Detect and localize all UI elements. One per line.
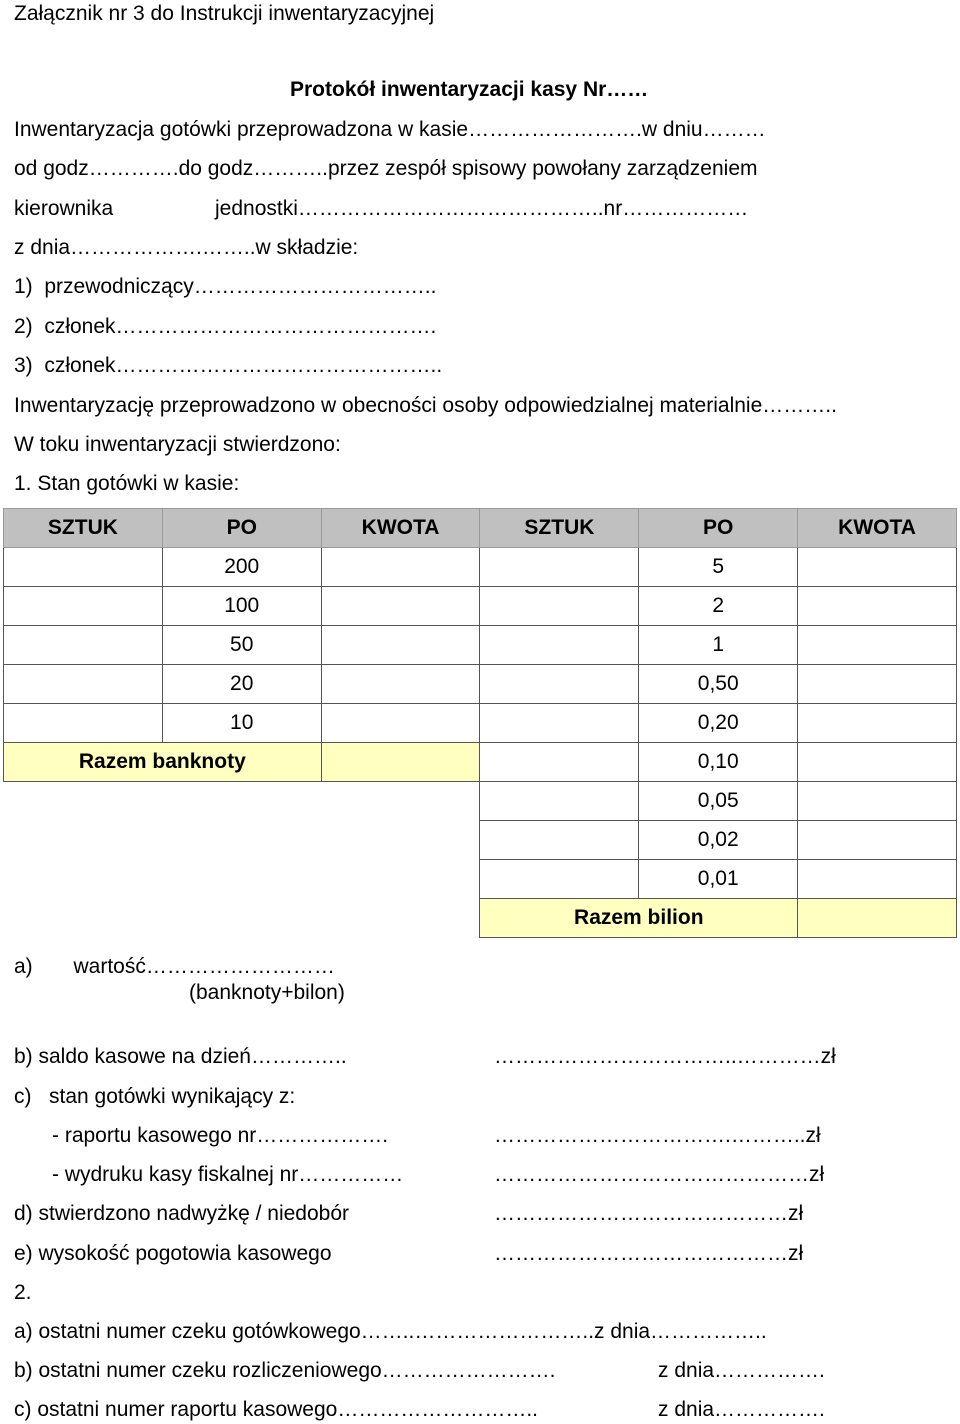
cash-float-value[interactable]: ……………………………………zł <box>494 1242 804 1265</box>
intro-line-2: od godz………….do godz………..przez zespół spisowy powołany zarządzeniem <box>14 157 758 180</box>
razem-banknoty-label: Razem banknoty <box>4 743 322 782</box>
amount-cell[interactable] <box>798 626 957 665</box>
denomination-cell: 20 <box>162 665 321 704</box>
cash-float-label: e) wysokość pogotowia kasowego <box>14 1242 332 1265</box>
cash-report-value[interactable]: …………………………….………..zł <box>494 1124 821 1147</box>
count-cell[interactable] <box>4 665 163 704</box>
count-cell[interactable] <box>480 782 639 821</box>
amount-cell[interactable] <box>321 665 480 704</box>
table-row <box>4 860 957 899</box>
amount-cell[interactable] <box>321 626 480 665</box>
protocol-title: Protokół inwentaryzacji kasy Nr…… <box>290 78 649 101</box>
responsible-person-line: Inwentaryzację przeprowadzono w obecności osoby odpowiedzialnej materialnie……….. <box>14 394 837 417</box>
attachment-header: Załącznik nr 3 do Instrukcji inwentaryzacyjnej <box>14 2 435 25</box>
member-3: 3) członek……………………………………….. <box>14 354 443 377</box>
denomination-cell: 200 <box>162 548 321 587</box>
amount-cell[interactable] <box>798 860 957 899</box>
denomination-cell: 1 <box>639 626 798 665</box>
table-row <box>4 587 957 626</box>
denomination-cell: 0,20 <box>639 704 798 743</box>
amount-cell[interactable] <box>798 782 957 821</box>
table-row <box>4 626 957 665</box>
table-row <box>4 665 957 704</box>
value-sublabel: (banknoty+bilon) <box>189 981 345 1004</box>
header-po: PO <box>639 509 798 548</box>
header-sztuk: SZTUK <box>4 509 163 548</box>
settlement-cheque-date[interactable]: z dnia……………. <box>658 1359 825 1382</box>
count-cell[interactable] <box>4 587 163 626</box>
amount-cell[interactable] <box>798 704 957 743</box>
saldo-label: b) saldo kasowe na dzień………….. <box>14 1045 347 1068</box>
intro-line-4: z dnia……………….……..w składzie: <box>14 236 359 259</box>
cash-report-number-date[interactable]: z dnia……………. <box>658 1398 825 1421</box>
fiscal-printout-label: - wydruku kasy fiskalnej nr…………… <box>52 1163 404 1186</box>
count-cell[interactable] <box>480 860 639 899</box>
denomination-cell: 0,10 <box>639 743 798 782</box>
table-header-row <box>4 509 957 548</box>
table-row <box>4 743 957 782</box>
razem-bilon-amount[interactable] <box>798 899 957 938</box>
denomination-cell: 0,01 <box>639 860 798 899</box>
denomination-cell: 100 <box>162 587 321 626</box>
fiscal-printout-value[interactable]: ………………………………………zł <box>494 1163 825 1186</box>
surplus-deficit-value[interactable]: ……………………………………zł <box>494 1202 804 1225</box>
table-row <box>4 899 957 938</box>
cash-state-label: c) stan gotówki wynikający z: <box>14 1085 296 1108</box>
findings-line: W toku inwentaryzacji stwierdzono: <box>14 433 341 456</box>
count-cell[interactable] <box>480 665 639 704</box>
count-cell[interactable] <box>480 626 639 665</box>
surplus-deficit-label: d) stwierdzono nadwyżkę / niedobór <box>14 1202 350 1225</box>
razem-bilon-label: Razem bilion <box>480 899 798 938</box>
table-row <box>4 821 957 860</box>
table-row <box>4 548 957 587</box>
member-2: 2) członek………………………………………. <box>14 315 437 338</box>
amount-cell[interactable] <box>321 587 480 626</box>
denomination-cell: 10 <box>162 704 321 743</box>
amount-cell[interactable] <box>798 587 957 626</box>
count-cell[interactable] <box>4 548 163 587</box>
section-2-heading: 2. <box>14 1281 32 1304</box>
cash-report-label: - raportu kasowego nr………………. <box>52 1124 389 1147</box>
count-cell[interactable] <box>480 704 639 743</box>
denomination-cell: 0,02 <box>639 821 798 860</box>
saldo-value[interactable]: ……………………………..…………zł <box>494 1045 836 1068</box>
count-cell[interactable] <box>480 587 639 626</box>
count-cell[interactable] <box>480 548 639 587</box>
intro-line-1: Inwentaryzacja gotówki przeprowadzona w kasie…………………….w dniu……… <box>14 118 766 141</box>
section-1-heading: 1. Stan gotówki w kasie: <box>14 472 240 495</box>
intro-line-3a: kierownika <box>14 197 114 220</box>
razem-banknoty-amount[interactable] <box>321 743 480 782</box>
amount-cell[interactable] <box>798 548 957 587</box>
header-kwota: KWOTA <box>798 509 957 548</box>
settlement-cheque-label[interactable]: b) ostatni numer czeku rozliczeniowego……………………. <box>14 1359 556 1382</box>
amount-cell[interactable] <box>321 548 480 587</box>
cash-report-number-label[interactable]: c) ostatni numer raportu kasowego……………………….. <box>14 1398 538 1421</box>
count-cell[interactable] <box>480 743 639 782</box>
header-po: PO <box>162 509 321 548</box>
count-cell[interactable] <box>4 626 163 665</box>
amount-cell[interactable] <box>321 704 480 743</box>
table-row <box>4 782 957 821</box>
denomination-cell: 5 <box>639 548 798 587</box>
denomination-cell: 50 <box>162 626 321 665</box>
intro-line-3b: jednostki……………………………………..nr……………… <box>215 197 749 220</box>
denomination-cell: 2 <box>639 587 798 626</box>
count-cell[interactable] <box>480 821 639 860</box>
amount-cell[interactable] <box>798 665 957 704</box>
denomination-cell: 0,05 <box>639 782 798 821</box>
table-row <box>4 704 957 743</box>
member-chair: 1) przewodniczący…………………………….. <box>14 275 437 298</box>
value-label: a) wartość……………………… <box>14 955 335 978</box>
count-cell[interactable] <box>4 704 163 743</box>
header-kwota: KWOTA <box>321 509 480 548</box>
amount-cell[interactable] <box>798 743 957 782</box>
header-sztuk: SZTUK <box>480 509 639 548</box>
cash-count-table <box>3 508 957 938</box>
cash-cheque-line[interactable]: a) ostatni numer czeku gotówkowego……..……………………..z dnia…………….. <box>14 1320 767 1343</box>
denomination-cell: 0,50 <box>639 665 798 704</box>
amount-cell[interactable] <box>798 821 957 860</box>
